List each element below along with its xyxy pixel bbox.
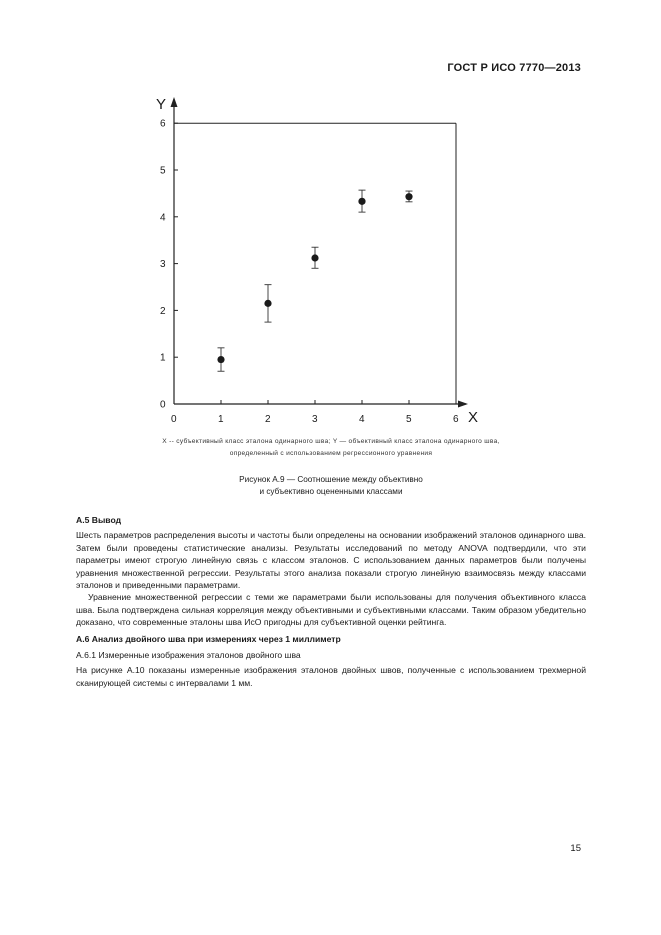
section-a5-heading: А.5 Вывод — [76, 515, 122, 525]
figure-note-line2: определенный с использованием регрессионного уравнения — [229, 450, 433, 457]
y-tick-label: 4 — [160, 212, 166, 224]
x-tick-label: 4 — [359, 414, 365, 425]
x-tick-label: 6 — [453, 414, 459, 425]
y-tick-label: 2 — [160, 305, 166, 317]
section-a5-paragraph2 — [76, 591, 586, 629]
y-axis-arrow-icon — [171, 97, 178, 107]
data-point — [311, 254, 318, 261]
data-point — [264, 300, 271, 307]
x-tick-label: 2 — [265, 414, 271, 425]
figure-note-line1: X -- субъективный класс эталона одинарного шва; Y — объективный класс эталона одинарного шва, — [162, 438, 500, 445]
x-tick-label: 1 — [218, 414, 224, 425]
paragraph-text: Уравнение множественной регрессии с теми же параметрами были использованы для получения объективного класса шва. Была подтверждена сильная корреляция между объективными и субъективными классами. Таким образом убедительно доказано, что современные эталоны шва ИсО пригодны для субъективной оценки рейтинга. — [76, 592, 586, 628]
standard-code: ГОСТ Р ИСО 7770—2013 — [447, 62, 581, 74]
figure-title-line1: Рисунок А.9 — Соотношение между объективно — [239, 475, 423, 484]
y-tick-label: 1 — [160, 352, 166, 364]
data-point — [358, 198, 365, 205]
section-a6-heading: А.6 Анализ двойного шва при измерениях через 1 миллиметр — [76, 634, 341, 644]
section-a5-paragraph1 — [76, 529, 586, 592]
y-tick-label: 3 — [160, 259, 166, 271]
section-a61-heading: А.6.1 Измеренные изображения эталонов двойного шва — [76, 650, 301, 660]
x-tick-label: 3 — [312, 414, 318, 425]
figure-title — [96, 474, 566, 498]
figure-title-line2: и субъективно оцененными классами — [259, 487, 403, 496]
scatter-chart — [140, 90, 500, 430]
y-axis-label: Y — [156, 96, 167, 113]
page-number: 15 — [570, 843, 581, 854]
x-axis-label: X — [468, 409, 479, 426]
paragraph-text: Шесть параметров распределения высоты и частоты были определены на основании изображений эталонов одинарного шва. Затем были проведены статистические анализы. Результаты исследований по методу ANOVA подтвердили, что эти параметры имеют строгую линейную связь с классом эталонов. С использованием данных параметров были получены уравнения множественной регрессии. Результаты этого анализа показали строгую линейную взаимосвязь между классами эталонов и приведенными параметрами. — [76, 530, 586, 591]
paragraph-text: На рисунке А.10 показаны измеренные изображения эталонов двойных швов, полученные с использованием трехмерной сканирующей системы с интервалами 1 мм. — [76, 665, 586, 688]
data-point — [217, 356, 224, 363]
y-tick-label: 6 — [160, 118, 166, 130]
y-tick-label: 5 — [160, 165, 166, 177]
x-tick-label: 5 — [406, 414, 412, 425]
x-tick-label: 0 — [171, 414, 177, 425]
x-axis-arrow-icon — [458, 401, 468, 408]
data-point — [405, 193, 412, 200]
section-a61-paragraph — [76, 664, 586, 689]
y-tick-label: 0 — [160, 399, 166, 411]
